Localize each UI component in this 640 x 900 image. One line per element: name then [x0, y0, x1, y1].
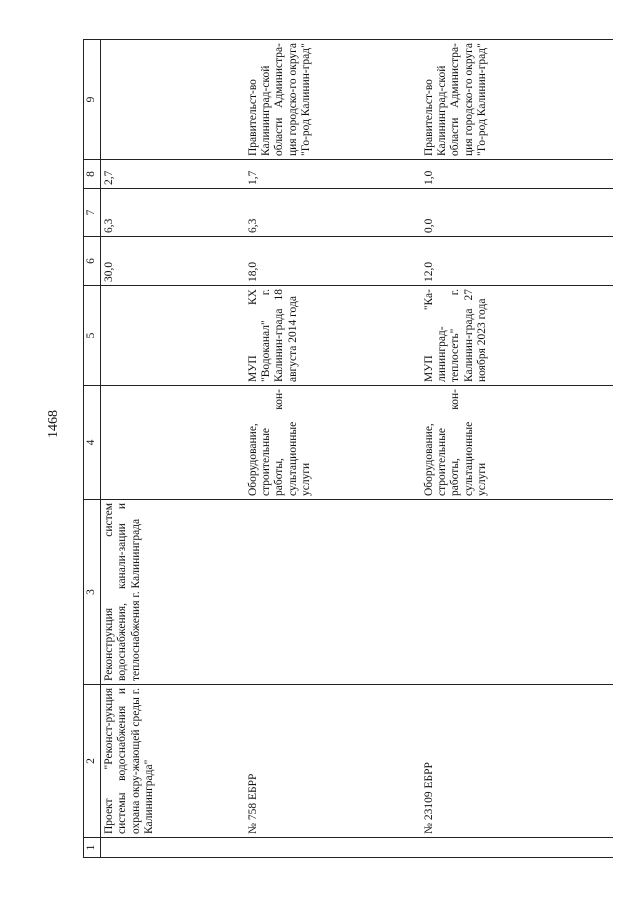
table-cell-amount: 1,7	[241, 160, 417, 189]
table-cell	[417, 838, 613, 858]
page-number-text: 1468	[46, 410, 61, 438]
table-cell	[101, 286, 241, 386]
column-header: 5	[84, 286, 101, 386]
table-cell-amount: 30,0	[101, 237, 241, 286]
table-cell-guarantor: Правительст-во Калининград-ской области Администра-ция городско-го округа "Го-род Калинин-град"	[241, 40, 417, 160]
column-header: 7	[84, 189, 101, 237]
column-header: 3	[84, 500, 101, 685]
document-table-sheet	[83, 40, 613, 858]
table-cell	[417, 500, 613, 685]
column-header: 4	[84, 386, 101, 500]
page-number	[42, 404, 66, 444]
table-cell	[241, 500, 417, 685]
table-cell-loan-number: № 23109 ЕБРР	[417, 685, 613, 838]
table-cell	[241, 838, 417, 858]
table-cell-borrower: МУП "Ка-лининград-теплосеть" г. Калинин-града 27 ноября 2023 года	[417, 286, 613, 386]
column-header: 8	[84, 160, 101, 189]
table-cell-goods: Оборудование, строительные работы, кон-сультационные услуги	[417, 386, 613, 500]
table-row	[417, 40, 613, 858]
column-header: 6	[84, 237, 101, 286]
column-header: 2	[84, 685, 101, 838]
table-cell-purpose: Реконструкция систем водоснабжения, канали-зации и теплоснабжения г. Калининграда	[101, 500, 241, 685]
column-header: 9	[84, 40, 101, 160]
column-header: 1	[84, 838, 101, 858]
table-cell-goods: Оборудование, строительные работы, кон-сультационные услуги	[241, 386, 417, 500]
table-cell-amount: 2,7	[101, 160, 241, 189]
table-cell-guarantor: Правительст-во Калининград-ской области Администра-ция городско-го округа "Го-род Калинин-град"	[417, 40, 613, 160]
table-cell-amount: 0,0	[417, 189, 613, 237]
table-cell	[101, 386, 241, 500]
header-row	[84, 40, 101, 858]
table-cell	[101, 40, 241, 160]
table-row	[241, 40, 417, 858]
data-table	[83, 39, 613, 858]
table-cell	[101, 838, 241, 858]
table-cell-amount: 18,0	[241, 237, 417, 286]
table-cell-borrower: МУП КХ "Водоканал" г. Калинин-града 18 августа 2014 года	[241, 286, 417, 386]
table-row	[101, 40, 241, 858]
table-cell-project: Проект "Реконст-рукция системы водоснабжения и охрана окру-жающей среды г. Калининграда"	[101, 685, 241, 838]
table-cell-amount: 12,0	[417, 237, 613, 286]
table-cell-amount: 1,0	[417, 160, 613, 189]
table-cell-amount: 6,3	[101, 189, 241, 237]
table-cell-amount: 6,3	[241, 189, 417, 237]
table-cell-loan-number: № 758 ЕБРР	[241, 685, 417, 838]
